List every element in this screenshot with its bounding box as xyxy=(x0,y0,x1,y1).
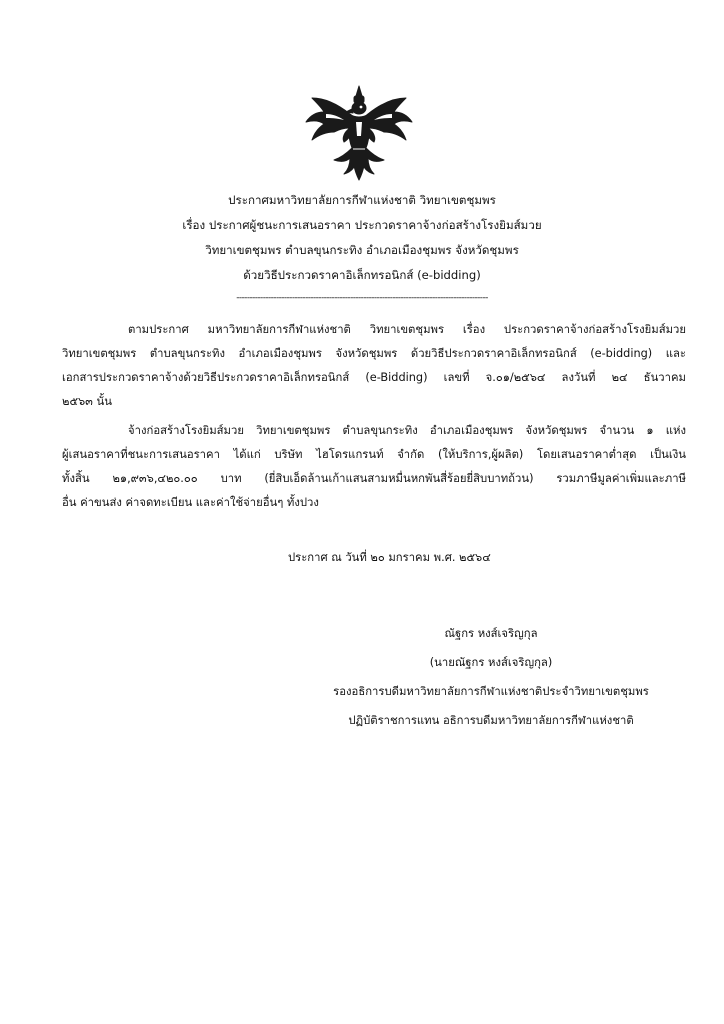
printed-name: (นายณัฐกร หงส์เจริญกุล) xyxy=(429,656,553,669)
announce-date: ประกาศ ณ วันที่ ๒๐ มกราคม พ.ศ. ๒๕๖๔ xyxy=(288,551,491,564)
announcement-subject: เรื่อง ประกาศผู้ชนะการเสนอราคา ประกวดราคาจ้างก่อสร้างโรงยิมส์มวย xyxy=(182,218,542,232)
acting-for-line: ปฏิบัติราชการแทน อธิการบดีมหาวิทยาลัยการกีฬาแห่งชาติ xyxy=(348,714,634,727)
paragraph-2-line-4: อื่น ค่าขนส่ง ค่าจดทะเบียน และค่าใช้จ่ายอื่นๆ ทั้งปวง xyxy=(62,496,319,509)
paragraph-1-line-1: ตามประกาศ มหาวิทยาลัยการกีฬาแห่งชาติ วิทยาเขตชุมพร เรื่อง ประกวดราคาจ้างก่อสร้างโรงยิมส์มวย xyxy=(128,323,686,336)
paragraph-2-line-2: ผู้เสนอราคาที่ชนะการเสนอราคา ได้แก่ บริษัท ไฮโดรแกรนท์ จำกัด (ให้บริการ,ผู้ผลิต) โดยเสนอราคาต่ำสุด เป็นเงิน xyxy=(62,448,686,461)
announcement-title: ประกาศมหาวิทยาลัยการกีฬาแห่งชาติ วิทยาเขตชุมพร xyxy=(228,193,496,207)
signed-name: ณัฐกร หงส์เจริญกุล xyxy=(444,627,538,640)
garuda-emblem-icon xyxy=(304,84,414,182)
announcement-method: ด้วยวิธีประกวดราคาอิเล็กทรอนิกส์ (e-bidding) xyxy=(243,268,481,282)
paragraph-1-line-4: ๒๕๖๓ นั้น xyxy=(62,395,112,408)
paragraph-2-line-1: จ้างก่อสร้างโรงยิมส์มวย วิทยาเขตชุมพร ตำบลขุนกระทิง อำเภอเมืองชุมพร จังหวัดชุมพร จำนวน ๑ แห่ง xyxy=(128,424,686,437)
signer-position: รองอธิการบดีมหาวิทยาลัยการกีฬาแห่งชาติประจำวิทยาเขตชุมพร xyxy=(333,685,649,698)
announcement-location: วิทยาเขตชุมพร ตำบลขุนกระทิง อำเภอเมืองชุมพร จังหวัดชุมพร xyxy=(205,243,519,257)
paragraph-1-line-3: เอกสารประกวดราคาจ้างด้วยวิธีประกวดราคาอิเล็กทรอนิกส์ (e-Bidding) เลขที่ จ.๐๑/๒๕๖๔ ลงวันที่ ๒๔ ธันวาคม xyxy=(62,371,686,384)
paragraph-1-line-2: วิทยาเขตชุมพร ตำบลขุนกระทิง อำเภอเมืองชุมพร จังหวัดชุมพร ด้วยวิธีประกวดราคาอิเล็กทรอนิกส์ (e-bidding) และ xyxy=(62,347,686,360)
paragraph-2-line-3: ทั้งสิ้น ๒๑,๙๓๖,๔๒๐.๐๐ บาท (ยี่สิบเอ็ดล้านเก้าแสนสามหมื่นหกพันสี่ร้อยยี่สิบบาทถ้วน) รวมภาษีมูลค่าเพิ่มและภาษี xyxy=(62,472,686,485)
divider-line: ----------------------------------------------------------------------------------------------- xyxy=(236,293,488,303)
